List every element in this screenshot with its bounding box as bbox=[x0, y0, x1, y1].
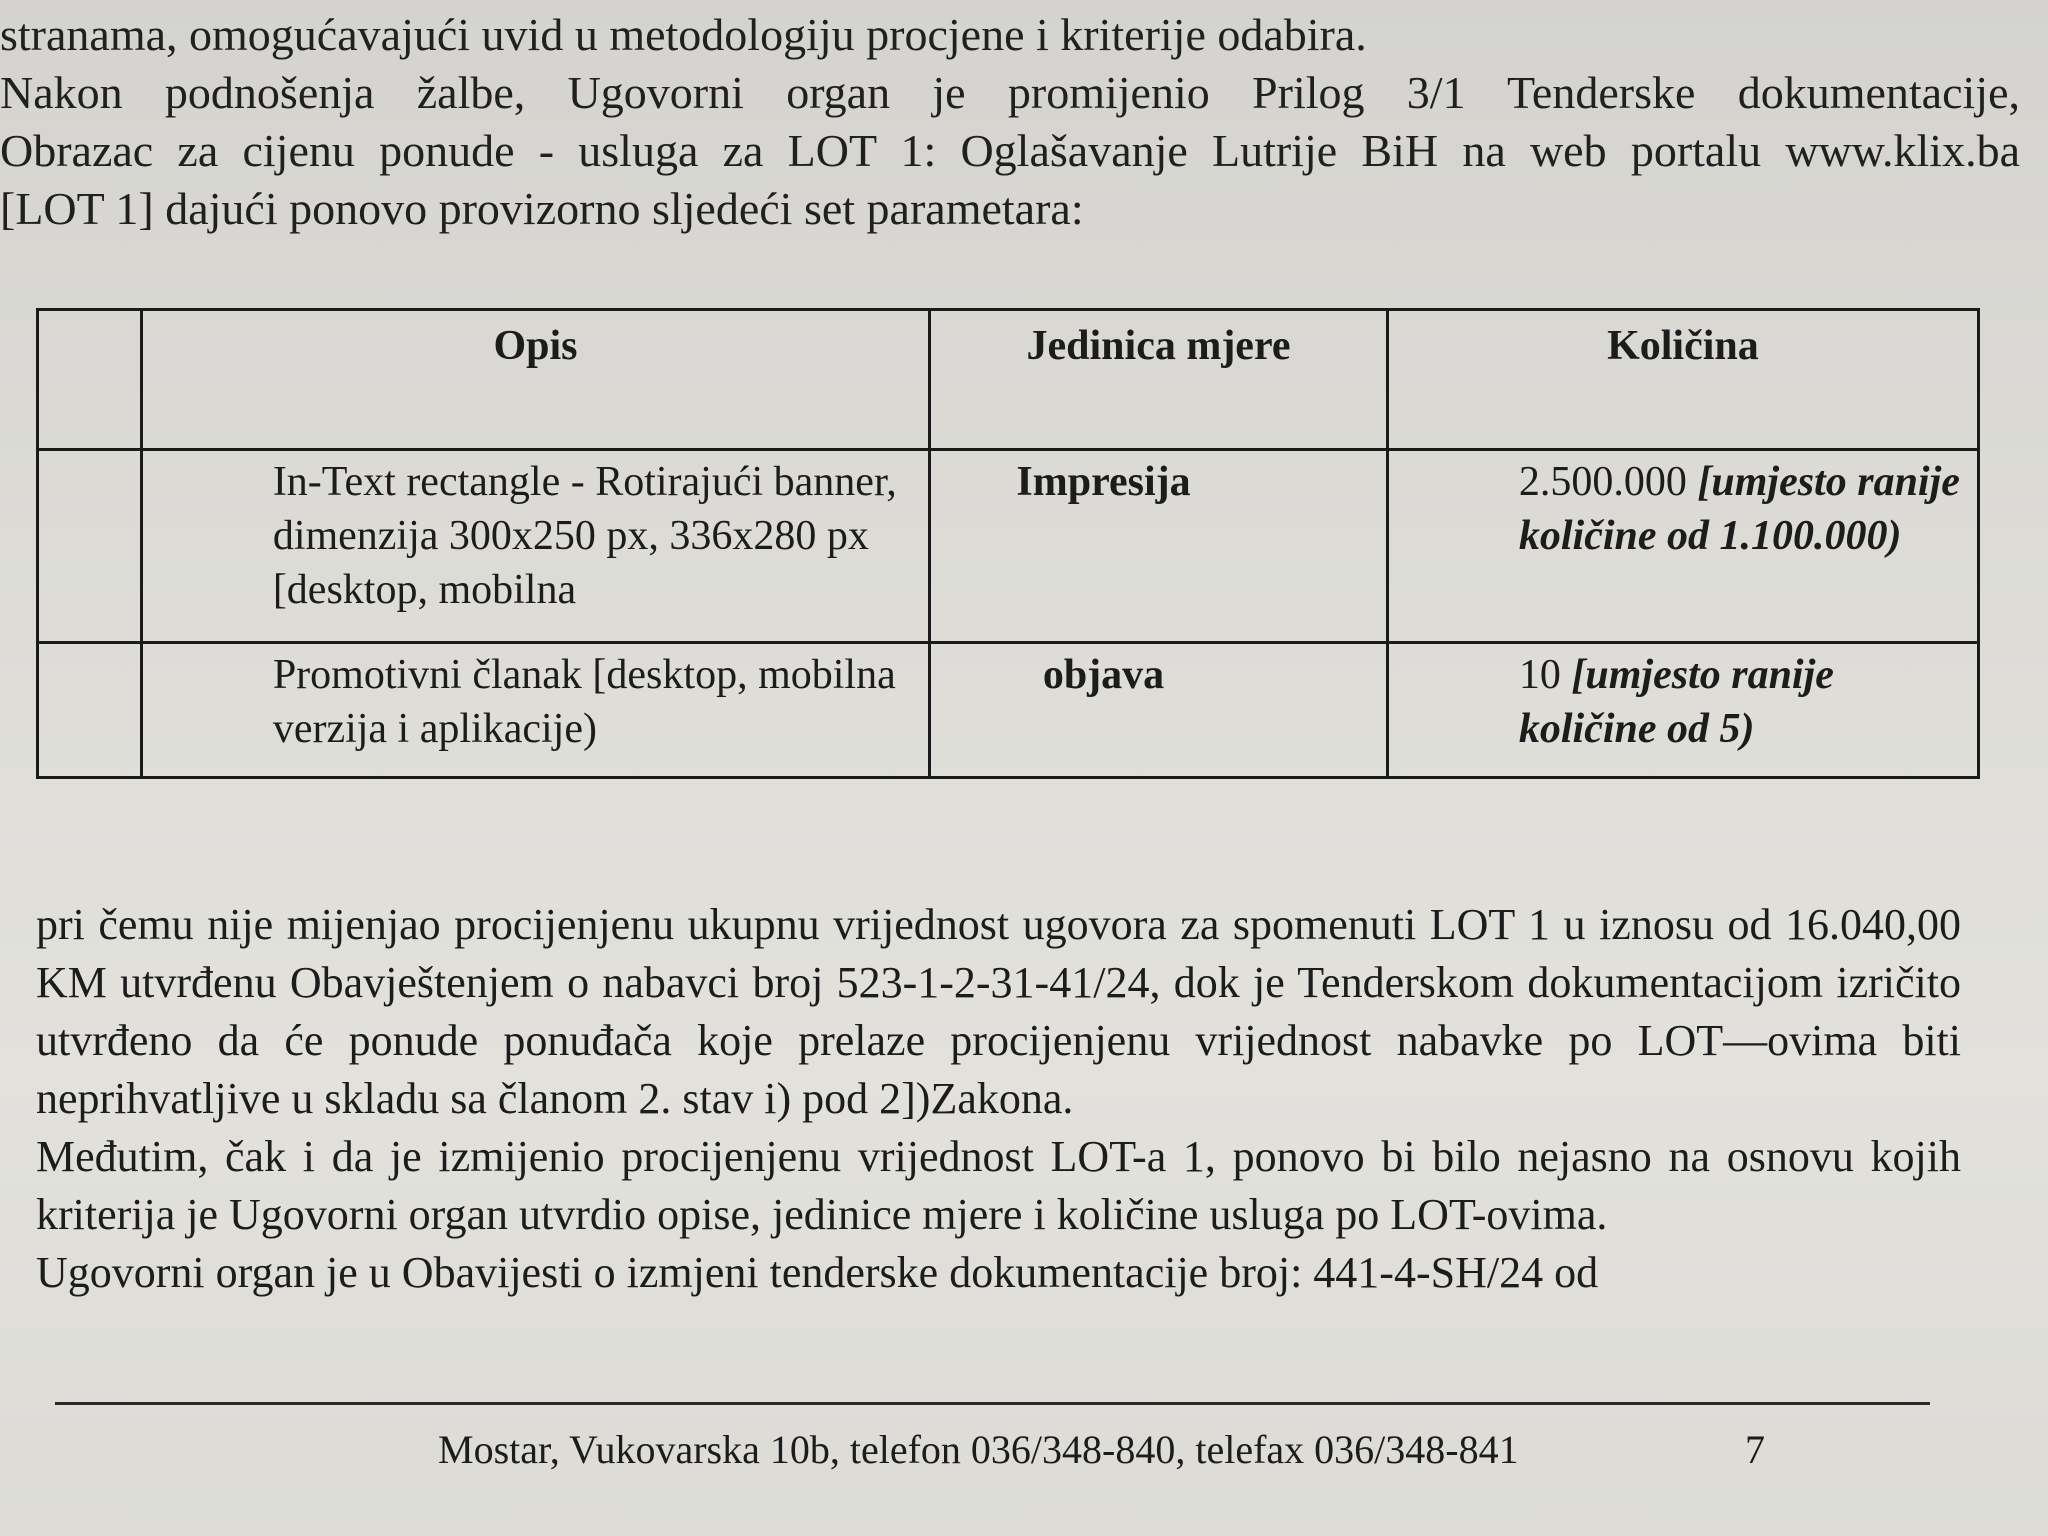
page-number: 7 bbox=[1745, 1427, 1765, 1472]
row-opis: In-Text rectangle - Rotirajući banner, dimenzija 300x250 px, 336x280 px [desktop, mobilna bbox=[141, 450, 929, 643]
table-header-row bbox=[38, 310, 1979, 450]
body-paragraph-1: pri čemu nije mijenjao procijenjenu ukupnu vrijednost ugovora za spomenuti LOT 1 u iznosu od 16.040,00 KM utvrđenu Obavještenjem o nabavci broj 523-1-2-31-41/24, dok je Tenderskom dokumentacijom izričito utvrđeno da će ponude ponuđača koje prelaze procijenjenu vrijednost nabavke po LOT—ovima biti neprihvatljive u skladu sa članom 2. stav i) pod 2])Zakona. bbox=[36, 900, 1961, 1123]
row-jedinica: Impresija bbox=[930, 450, 1388, 643]
row-opis: Promotivni članak [desktop, mobilna verzija i aplikacije) bbox=[141, 643, 929, 778]
parameters-table-wrapper bbox=[36, 308, 1980, 779]
header-opis: Opis bbox=[141, 310, 929, 450]
kolicina-note: [umjesto ranije količine od 1.100.000) bbox=[1518, 459, 1960, 559]
header-kolicina: Količina bbox=[1387, 310, 1978, 450]
footer-address: Mostar, Vukovarska 10b, telefon 036/348-840, telefax 036/348-841 bbox=[438, 1427, 1519, 1472]
kolicina-value: 2.500.000 bbox=[1518, 459, 1687, 505]
row-kolicina bbox=[1387, 643, 1978, 778]
intro-line-2: Nakon podnošenja žalbe, Ugovorni organ je promijenio Prilog 3/1 Tenderske dokumentacije, bbox=[0, 67, 2020, 118]
body-text bbox=[36, 896, 1961, 1302]
row-kolicina bbox=[1387, 450, 1978, 643]
body-paragraph-3: Ugovorni organ je u Obavijesti o izmjeni tenderske dokumentacije broj: 441-4-SH/24 od bbox=[36, 1248, 1599, 1297]
intro-line-3: Obrazac za cijenu ponude - usluga za LOT 1: Oglašavanje Lutrije BiH na web portalu www.klix.ba bbox=[0, 125, 2020, 176]
table-row bbox=[38, 643, 1979, 778]
row-number bbox=[38, 643, 142, 778]
row-jedinica: objava bbox=[930, 643, 1388, 778]
footer-divider bbox=[55, 1402, 1930, 1405]
row-number bbox=[38, 450, 142, 643]
table-row bbox=[38, 450, 1979, 643]
parameters-table bbox=[36, 308, 1980, 779]
body-paragraph-2: Međutim, čak i da je izmijenio procijenjenu vrijednost LOT-a 1, ponovo bi bilo nejasno na osnovu kojih kriterija je Ugovorni organ utvrdio opise, jedinice mjere i količine usluga po LOT-ovima. bbox=[36, 1132, 1961, 1239]
intro-text bbox=[0, 6, 2020, 238]
header-jedinica-mjere: Jedinica mjere bbox=[930, 310, 1388, 450]
intro-line-1: stranama, omogućavajući uvid u metodologiju procjene i kriterije odabira. bbox=[0, 9, 1367, 60]
intro-line-4: [LOT 1] dajući ponovo provizorno sljedeći set parametara: bbox=[0, 183, 1084, 234]
kolicina-note: [umjesto ranije količine od 5) bbox=[1518, 652, 1834, 752]
kolicina-value: 10 bbox=[1518, 652, 1561, 698]
header-number bbox=[38, 310, 142, 450]
